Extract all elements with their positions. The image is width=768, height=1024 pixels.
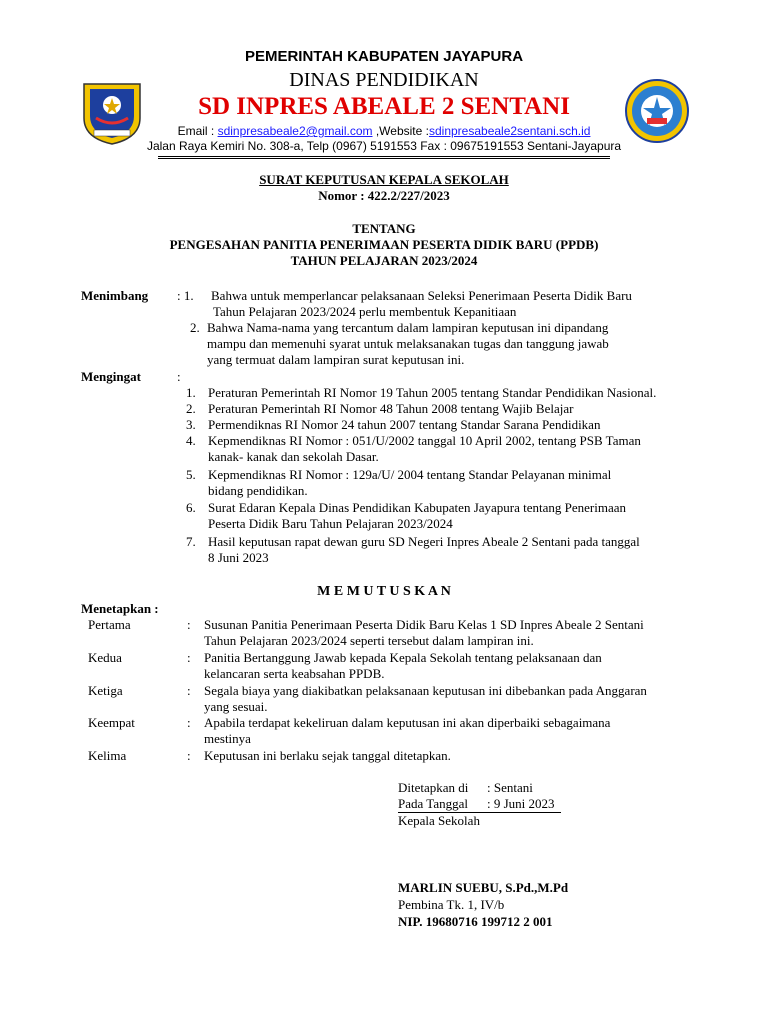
decision-label-kelima: Kelima <box>88 748 127 763</box>
signatory-nip: NIP. 19680716 199712 2 001 <box>398 914 553 929</box>
mengingat-item-text: kanak- kanak dan sekolah Dasar. <box>208 449 379 464</box>
signatory-name: MARLIN SUEBU, S.Pd.,M.Pd <box>398 880 569 895</box>
decision-text: yang sesuai. <box>204 699 268 714</box>
menimbang-item1-prefix: : 1. <box>177 288 194 303</box>
menimbang-item1-line2: Tahun Pelajaran 2023/2024 perlu membentuk Kepanitiaan <box>213 304 517 319</box>
decision-text: Panitia Bertanggung Jawab kepada Kepala Sekolah tentang pelaksanaan dan <box>204 650 602 665</box>
decision-label-kedua: Kedua <box>88 650 122 665</box>
academic-year: TAHUN PELAJARAN 2023/2024 <box>290 253 478 268</box>
mengingat-item-num: 5. <box>186 467 196 482</box>
decision-text: Apabila terdapat kekeliruan dalam keputusan ini akan diperbaiki sebagaimana <box>204 715 611 730</box>
mengingat-item-text: Kepmendiknas RI Nomor : 051/U/2002 tanggal 10 April 2002, tentang PSB Taman <box>208 433 641 448</box>
decision-text: Susunan Panitia Penerimaan Peserta Didik Baru Kelas 1 SD Inpres Abeale 2 Sentani <box>204 617 644 632</box>
signature-place-label: Ditetapkan di <box>398 780 469 795</box>
mengingat-item-num: 2. <box>186 401 196 416</box>
mengingat-item-text: 8 Juni 2023 <box>208 550 269 565</box>
signature-place-value: : Sentani <box>487 780 533 795</box>
mengingat-item-text: Permendiknas RI Nomor 24 tahun 2007 tentang Standar Sarana Pendidikan <box>208 417 601 432</box>
decision-colon: : <box>187 650 191 665</box>
decision-label-pertama: Pertama <box>88 617 131 632</box>
mengingat-item-text: bidang pendidikan. <box>208 483 308 498</box>
decree-title: SURAT KEPUTUSAN KEPALA SEKOLAH <box>259 172 509 187</box>
mengingat-item-num: 1. <box>186 385 196 400</box>
email-label: Email : <box>177 124 218 138</box>
signature-date-row <box>398 796 561 813</box>
mengingat-item-num: 4. <box>186 433 196 448</box>
mengingat-item-text: Hasil keputusan rapat dewan guru SD Negeri Inpres Abeale 2 Sentani pada tanggal <box>208 534 640 549</box>
contact-line <box>150 124 618 138</box>
menimbang-label: Menimbang <box>81 288 149 303</box>
mengingat-label: Mengingat <box>81 369 141 384</box>
decree-subject: PENGESAHAN PANITIA PENERIMAAN PESERTA DIDIK BARU (PPDB) <box>169 237 599 252</box>
letterhead-divider <box>158 156 610 157</box>
mengingat-item-text: Peraturan Pemerintah RI Nomor 48 Tahun 2008 tentang Wajib Belajar <box>208 401 574 416</box>
decision-text: Segala biaya yang diakibatkan pelaksanaan keputusan ini dibebankan pada Anggaran <box>204 683 647 698</box>
signature-date-value: : 9 Juni 2023 <box>487 796 555 811</box>
school-name: SD INPRES ABEALE 2 SENTANI <box>198 93 570 120</box>
decision-text: mestinya <box>204 731 251 746</box>
left-emblem <box>78 78 146 146</box>
decision-label-keempat: Keempat <box>88 715 135 730</box>
memutuskan-heading: M E M U T U S K A N <box>317 584 451 599</box>
address-line: Jalan Raya Kemiri No. 308-a, Telp (0967) 5191553 Fax : 09675191553 Sentani-Jayapura <box>146 139 622 153</box>
decision-text: Keputusan ini berlaku sejak tanggal ditetapkan. <box>204 748 451 763</box>
signatory-rank: Pembina Tk. 1, IV/b <box>398 897 505 912</box>
mengingat-item-text: Surat Edaran Kepala Dinas Pendidikan Kabupaten Jayapura tentang Penerimaan <box>208 500 627 515</box>
signature-date-label: Pada Tanggal <box>398 796 468 811</box>
mengingat-item-text: Peserta Didik Baru Tahun Pelajaran 2023/2024 <box>208 516 453 531</box>
decision-text: kelancaran serta keabsahan PPDB. <box>204 666 385 681</box>
mengingat-item-num: 6. <box>186 500 196 515</box>
menimbang-item2-line3: yang termuat dalam lampiran surat keputusan ini. <box>207 352 465 367</box>
menimbang-item2-line1: Bahwa Nama-nama yang tercantum dalam lampiran keputusan ini dipandang <box>207 320 609 335</box>
government-name: PEMERINTAH KABUPATEN JAYAPURA <box>244 48 524 65</box>
right-emblem <box>624 78 690 144</box>
decree-number: Nomor : 422.2/227/2023 <box>318 188 450 203</box>
department-name: DINAS PENDIDIKAN <box>289 69 479 91</box>
decision-text: Tahun Pelajaran 2023/2024 seperti tersebut dalam lampiran ini. <box>204 633 534 648</box>
about-label: TENTANG <box>352 221 416 236</box>
menetapkan-label: Menetapkan : <box>81 601 159 616</box>
website-link[interactable]: sdinpresabeale2sentani.sch.id <box>428 124 591 138</box>
mengingat-colon: : <box>177 369 181 384</box>
signature-position: Kepala Sekolah <box>398 813 480 828</box>
mengingat-item-text: Kepmendiknas RI Nomor : 129a/U/ 2004 tentang Standar Pelayanan minimal <box>208 467 612 482</box>
menimbang-item1-line1: Bahwa untuk memperlancar pelaksanaan Seleksi Penerimaan Peserta Didik Baru <box>211 288 632 303</box>
menimbang-item2-line2: mampu dan memenuhi syarat untuk melaksanakan tugas dan tanggung jawab <box>207 336 609 351</box>
menimbang-item2-num: 2. <box>190 320 200 335</box>
decision-colon: : <box>187 748 191 763</box>
website-label: ,Website : <box>372 124 429 138</box>
mengingat-item-num: 7. <box>186 534 196 549</box>
mengingat-item-text: Peraturan Pemerintah RI Nomor 19 Tahun 2005 tentang Standar Pendidikan Nasional. <box>208 385 657 400</box>
decision-label-ketiga: Ketiga <box>88 683 123 698</box>
decision-colon: : <box>187 715 191 730</box>
mengingat-item-num: 3. <box>186 417 196 432</box>
decision-colon: : <box>187 617 191 632</box>
regency-emblem-icon <box>78 78 146 146</box>
email-link[interactable]: sdinpresabeale2@gmail.com <box>217 124 373 138</box>
decision-colon: : <box>187 683 191 698</box>
letterhead-divider-thin <box>158 158 610 159</box>
tut-wuri-handayani-emblem-icon <box>624 78 690 144</box>
